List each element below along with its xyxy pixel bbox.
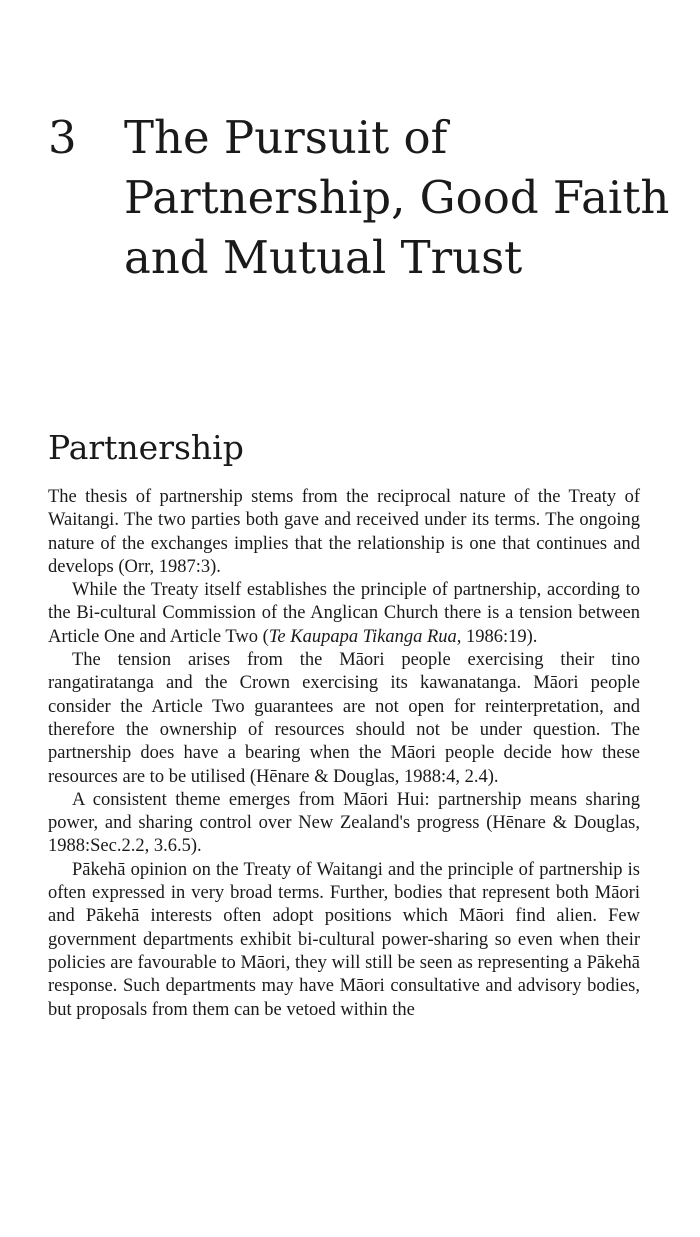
- italic-title: Te Kaupapa Tikanga Rua: [268, 626, 457, 647]
- section-heading: Partnership: [48, 428, 244, 467]
- paragraph: The thesis of partnership stems from the reciprocal nature of the Treaty of Waitangi. The two parties both gave and received under its terms. The ongoing nature of the exchanges implies that the relationship is one that continues and develops (Orr, 1987:3).: [48, 487, 640, 577]
- body-text: [48, 486, 640, 1022]
- chapter-title: The Pursuit of Partnership, Good Faith and Mutual Trust: [124, 111, 670, 284]
- paragraph: The tension arises from the Māori people exercising their tino rangatiratanga and the Crown exercising its kawanatanga. Māori people consider the Article Two guarantees are not open for reinterpretation, and therefore the ownership of resources should not be under question. The partnership does have a bearing when the Māori people decide how these resources are to be utilised (Hēnare & Douglas, 1988:4, 2.4).: [48, 650, 640, 787]
- paragraph: While the Treaty itself establishes the principle of partnership, according to the Bi-cultural Commission of the Anglican Church there is a tension between Article One and Article Two (Te Kaupapa Tikanga Rua, 1986:19).: [48, 580, 640, 647]
- paragraph: A consistent theme emerges from Māori Hui: partnership means sharing power, and sharing control over New Zealand's progress (Hēnare & Douglas, 1988:Sec.2.2, 3.6.5).: [48, 789, 640, 857]
- chapter-number: 3: [48, 111, 77, 164]
- paragraph: Pākehā opinion on the Treaty of Waitangi and the principle of partnership is often expressed in very broad terms. Further, bodies that represent both Māori and Pākehā interests often adopt positions which Māori find alien. Few government departments exhibit bi-cultural power-sharing so even when their policies are favourable to Māori, they will still be seen as representing a Pākehā response. Such departments may have Māori consultative and advisory bodies, but proposals from them can be vetoed within the: [48, 859, 640, 1020]
